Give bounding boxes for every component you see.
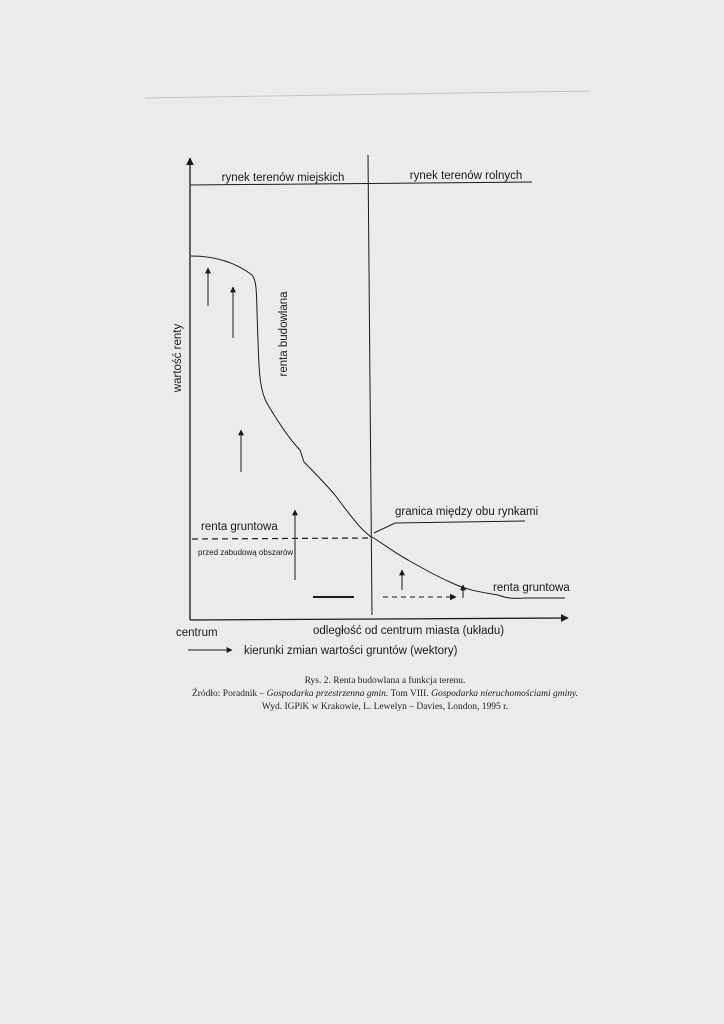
ground-rent-dashed-line [192, 538, 370, 539]
figure-caption [150, 675, 620, 714]
caption-title-2: Gospodarka nieruchomościami gminy. [431, 689, 579, 699]
ground-rent-right-label: renta gruntowa [493, 582, 570, 594]
caption-line-2 [150, 688, 620, 701]
x-origin-label: centrum [176, 627, 218, 639]
market-boundary-line [368, 155, 372, 615]
boundary-leader [374, 523, 395, 533]
urban-market-label: rynek terenów miejskich [221, 172, 345, 184]
scan-line [145, 91, 590, 98]
caption-line-1: Rys. 2. Renta budowlana a funkcja terenu. [304, 676, 466, 686]
boundary-underline [395, 521, 525, 523]
x-axis [190, 618, 568, 620]
legend-label: kierunki zmian wartości gruntów (wektory) [244, 645, 458, 657]
caption-title-1: Gospodarka przestrzenna gmin. [266, 689, 389, 699]
boundary-label: granica między obu rynkami [395, 506, 539, 518]
caption-volume: Tom VIII. [388, 689, 432, 699]
rural-market-label: rynek terenów rolnych [409, 170, 523, 182]
building-rent-label: renta budowlana [278, 291, 290, 377]
before-development-label: przed zabudową obszarów [198, 548, 294, 557]
x-axis-label: odległość od centrum miasta (układu) [313, 625, 505, 637]
ground-rent-left-label: renta gruntowa [201, 521, 278, 533]
y-axis-label: wartość renty [172, 323, 184, 393]
caption-source-prefix: Źródło: Poradnik – [191, 689, 267, 699]
caption-line-3: Wyd. IGPiK w Krakowie, L. Lewelyn – Davies, London, 1995 r. [261, 702, 509, 712]
